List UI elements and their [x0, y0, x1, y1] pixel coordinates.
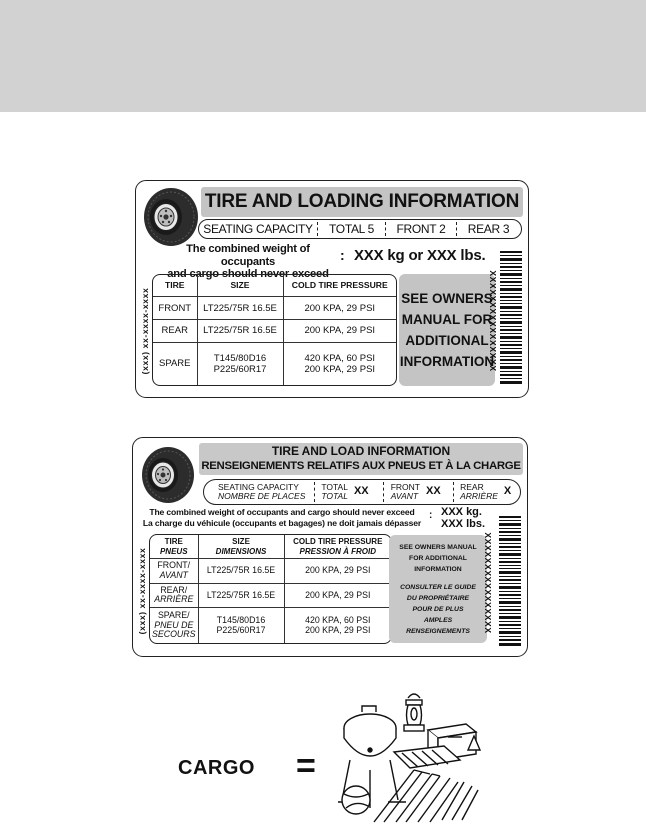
see-owners-line: SEE OWNERS [401, 291, 493, 306]
see-owners-manual-box [389, 535, 487, 643]
tire-loading-label [135, 180, 529, 398]
tire-en: FRONT/ [157, 560, 191, 571]
tire-fr: ARRIÈRE [154, 594, 194, 605]
size-cell: LT225/75R 16.5E [197, 320, 283, 343]
rear-label-fr: ARRIÈRE [460, 491, 498, 501]
pressure-cell [284, 608, 391, 643]
size-cell: LT225/75R 16.5E [197, 297, 283, 320]
seating-label-fr: NOMBRE DE PLACES [218, 491, 306, 501]
size-line: P225/60R17 [213, 363, 267, 375]
seating-total [315, 480, 383, 504]
tire-fr: SECOURS [152, 629, 196, 640]
tire-pressure-table [149, 534, 392, 644]
see-owners-fr-line: DU PROPRIÉTAIRE [406, 594, 470, 602]
size-cell [197, 342, 283, 385]
right-code: XXXXXXXXXXXXXXXX [483, 532, 493, 634]
see-owners-en-line: INFORMATION [414, 565, 462, 573]
size-line: P225/60R17 [216, 624, 266, 635]
tire-en: REAR/ [160, 584, 188, 595]
weight-lbs: XXX lbs. [441, 518, 486, 530]
see-owners-en-line: SEE OWNERS MANUAL [399, 543, 477, 551]
total-label-fr: TOTAL [321, 491, 348, 501]
size-line: T145/80D16 [213, 352, 267, 364]
barcode-icon [500, 251, 522, 387]
table-header: SIZE [197, 275, 283, 297]
front-label-en: FRONT [390, 481, 420, 492]
seating-capacity-box [198, 219, 522, 239]
seating-label-en: SEATING CAPACITY [218, 481, 299, 492]
tire-cell: FRONT [153, 297, 197, 320]
header-band [0, 0, 646, 112]
rear-value: X [503, 485, 512, 498]
header-en: COLD TIRE PRESSURE [293, 537, 383, 547]
see-owners-fr-line: AMPLES [423, 616, 453, 624]
right-code: XXXXXXXXXXXXXXXX [488, 270, 498, 372]
label-title [199, 443, 523, 475]
colon: : [429, 510, 433, 521]
weight-text-en: The combined weight of occupants and cargo should never exceed [149, 507, 415, 517]
pressure-cell: 200 KPA, 29 PSI [283, 320, 396, 343]
tire-pressure-table [152, 274, 397, 386]
size-cell: LT225/75R 16.5E [198, 583, 284, 607]
header-fr: PRESSION À FROID [299, 546, 376, 556]
tire-cell [150, 583, 198, 607]
tire-cell [150, 608, 198, 643]
tire-cell [150, 559, 198, 583]
size-cell: LT225/75R 16.5E [198, 559, 284, 583]
ball-icon [342, 786, 370, 814]
seating-front: FRONT 2 [396, 222, 446, 236]
table-row [153, 342, 396, 385]
barcode-icon [499, 516, 521, 648]
tire-icon [140, 185, 202, 249]
tire-fr: PNEU DE [154, 619, 194, 630]
weight-limit-value [441, 506, 485, 530]
header-en: TIRE [164, 537, 183, 547]
total-value: XX [353, 485, 369, 498]
front-value: XX [426, 485, 441, 498]
tire-cell: SPARE [153, 342, 197, 385]
cargo-label: CARGO [178, 757, 255, 779]
title-french: RENSEIGNEMENTS RELATIFS AUX PNEUS ET À LA CHARGE [201, 460, 521, 472]
total-label-en: TOTAL [321, 481, 348, 492]
seating-capacity-label: SEATING CAPACITY [203, 222, 313, 236]
table-row [150, 583, 391, 607]
weight-text-fr: La charge du véhicule (occupants et bagages) ne doit jamais dépasser [142, 518, 422, 528]
header-en: SIZE [232, 537, 250, 547]
tire-load-bilingual-label [132, 437, 528, 657]
title-english: TIRE AND LOAD INFORMATION [271, 444, 451, 458]
left-code: (xxx) xx-xxxx-xxxx [137, 547, 147, 635]
pressure-line: 420 KPA, 60 PSI [305, 614, 371, 625]
tire-icon [138, 444, 198, 506]
label-title: TIRE AND LOADING INFORMATION [201, 187, 523, 217]
pressure-line: 200 KPA, 29 PSI [305, 624, 371, 635]
pressure-cell [283, 342, 396, 385]
table-row [153, 297, 396, 320]
size-line: T145/80D16 [216, 614, 266, 625]
pressure-cell: 200 KPA, 29 PSI [283, 297, 396, 320]
rear-label-en: REAR [460, 481, 484, 492]
colon: : [340, 247, 345, 263]
tire-cell: REAR [153, 320, 197, 343]
see-owners-fr-line: CONSULTER LE GUIDE [400, 583, 476, 591]
see-owners-line: MANUAL FOR [401, 312, 493, 327]
weight-text-line: and cargo should never exceed [167, 268, 329, 280]
front-label-fr: AVANT [390, 491, 419, 501]
table-row [153, 320, 396, 343]
seating-total: TOTAL 5 [328, 222, 375, 236]
see-owners-manual-box [399, 274, 495, 386]
see-owners-line: INFORMATION [399, 354, 495, 369]
table-header: TIRE [153, 275, 197, 297]
header-fr: PNEUS [159, 546, 188, 556]
tire-fr: AVANT [159, 569, 188, 580]
seating-capacity-box [203, 479, 521, 505]
table-header [284, 535, 391, 559]
pressure-cell: 200 KPA, 29 PSI [284, 583, 391, 607]
lantern-icon [404, 694, 424, 731]
tent-poles-icon [374, 770, 478, 822]
see-owners-en-line: FOR ADDITIONAL [409, 554, 467, 562]
see-owners-fr-line: RENSEIGNEMENTS [406, 627, 470, 635]
table-row [150, 559, 391, 583]
weight-text-line: The combined weight of occupants [186, 243, 310, 268]
seating-front [385, 480, 453, 504]
left-code: (xxx) xx-xxxx-xxxx [140, 287, 150, 375]
seating-rear: REAR 3 [467, 222, 510, 236]
weight-limit-value: XXX kg or XXX lbs. [354, 247, 486, 264]
see-owners-fr-line: POUR DE PLUS [412, 605, 464, 613]
table-header [150, 535, 198, 559]
pressure-line: 200 KPA, 29 PSI [304, 363, 376, 375]
table-header [198, 535, 284, 559]
weight-kg: XXX kg. [441, 506, 482, 518]
seating-rear [454, 480, 520, 504]
weight-limit-text [139, 507, 425, 529]
pressure-cell: 200 KPA, 29 PSI [284, 559, 391, 583]
cargo-items-illustration [332, 690, 482, 825]
pressure-line: 420 KPA, 60 PSI [304, 352, 376, 364]
tire-en: SPARE/ [157, 610, 190, 621]
seating-capacity-label [204, 480, 314, 504]
table-header: COLD TIRE PRESSURE [283, 275, 396, 297]
equals-sign: = [296, 747, 316, 785]
see-owners-line: ADDITIONAL [405, 333, 489, 348]
table-row [150, 608, 391, 643]
header-fr: DIMENSIONS [215, 546, 267, 556]
size-cell [198, 608, 284, 643]
